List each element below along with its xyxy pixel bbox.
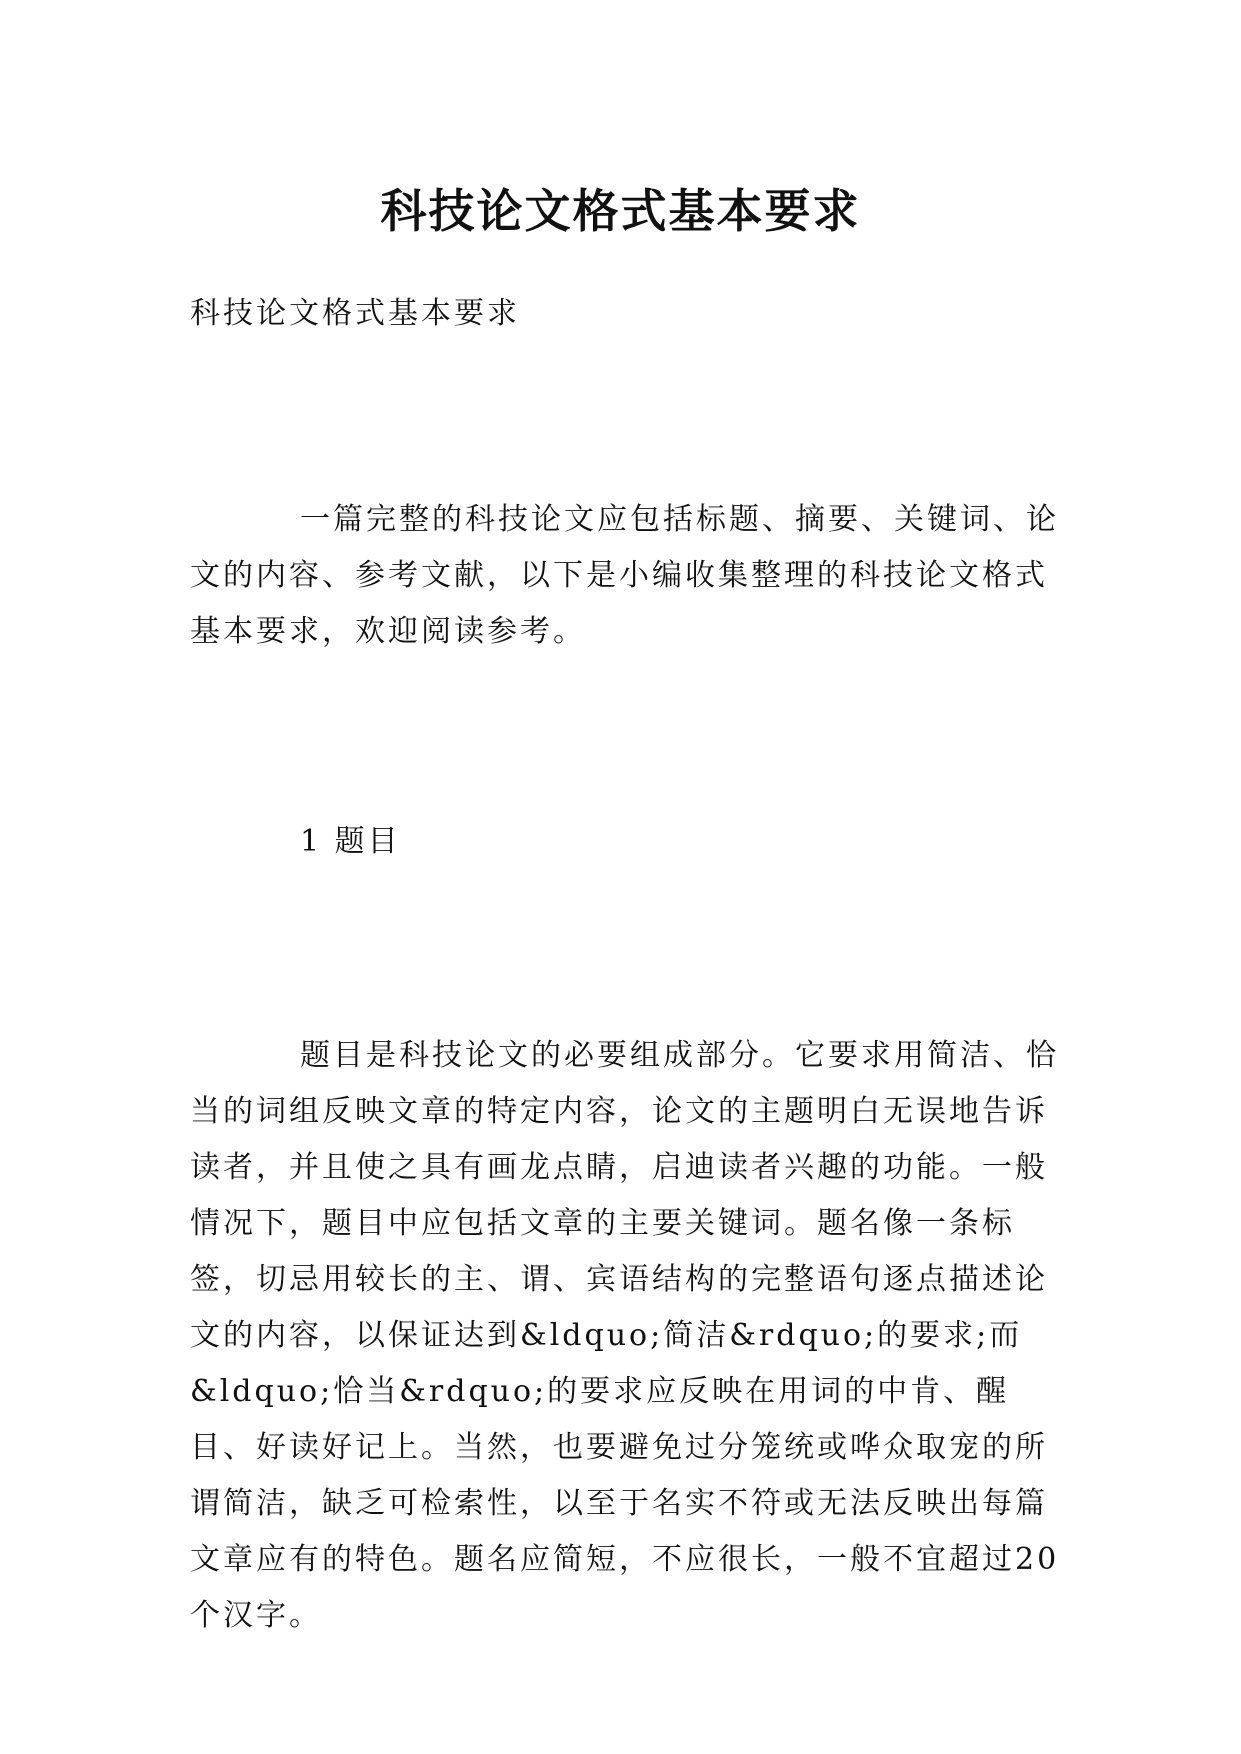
document-body <box>190 286 1070 1644</box>
document-subtitle: 科技论文格式基本要求 <box>190 296 520 331</box>
section-paragraph: 题目是科技论文的必要组成部分。它要求用简洁、恰当的词组反映文章的特定内容，论文的主题明白无误地告诉读者，并且使之具有画龙点睛，启迪读者兴趣的功能。一般情况下，题目中应包括文章的主要关键词。题名像一条标签，切忌用较长的主、谓、宾语结构的完整语句逐点描述论文的内容，以保证达到&ldquo;简洁&rdquo;的要求;而&ldquo;恰当&rdquo;的要求应反映在用词的中肯、醒目、好读好记上。当然，也要避免过分笼统或哗众取宠的所谓简洁，缺乏可检索性，以至于名实不符或无法反映出每篇文章应有的特色。题名应简短，不应很长，一般不宜超过20个汉字。 <box>190 1038 1060 1633</box>
document-title: 科技论文格式基本要求 <box>380 183 861 238</box>
intro-paragraph: 一篇完整的科技论文应包括标题、摘要、关键词、论文的内容、参考文献，以下是小编收集整理的科技论文格式基本要求，欢迎阅读参考。 <box>190 502 1059 649</box>
section-heading: 1 题目 <box>300 824 401 859</box>
